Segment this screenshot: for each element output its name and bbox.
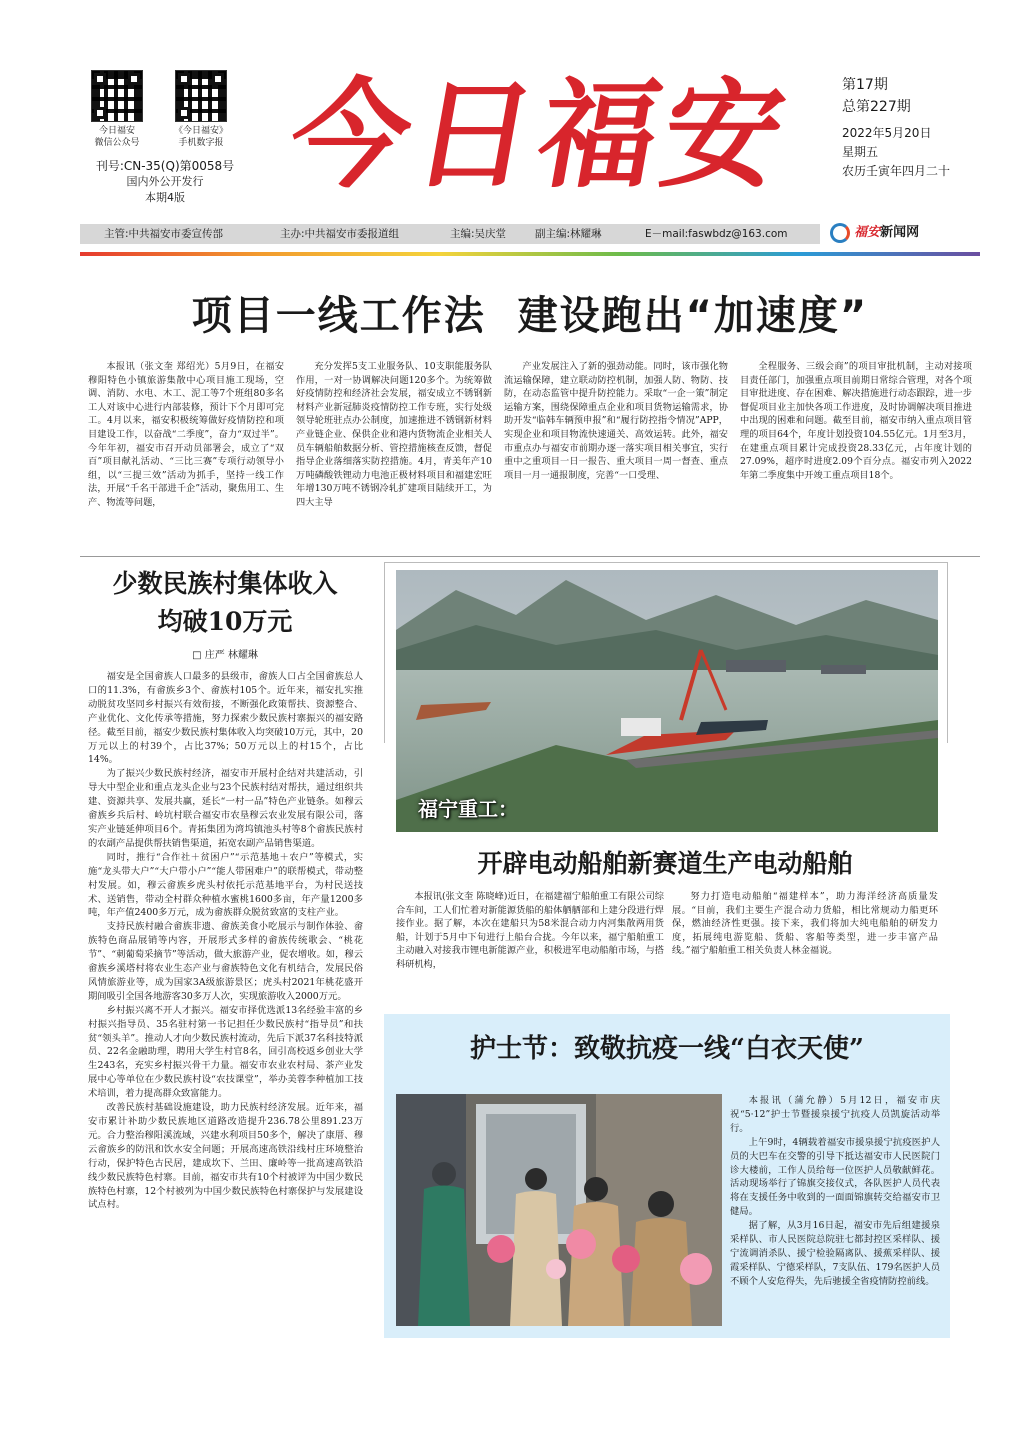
ethnic-paragraph: 支持民族村融合畲族非遗、畲族美食小吃展示与制作体验、畲族特色商品展销等内容，开展形式多样的畲族传统歌会、“桃花节”、“刺葡萄采摘节”等活动，做大旅游产业，促农增收。如，穆云畲族乡溪塔村将农业生态产业与畲族特色文化有机结合，发展民俗风情旅游业等，成为国家3A级旅游景区；虎头村2021年桃花盛开期间吸引全国各地游客30多万人次，实现旅游收入2000万元。 (88, 921, 363, 1002)
nurse-paragraph: 上午9时，4辆载着福安市援泉援宁抗疫医护人员的大巴车在交警的引导下抵达福安市人民医院门诊大楼前，工作人员给每一位医护人员敬献鲜花。活动现场举行了锦旗交接仪式，各队医护人员代表将在支援任务中收到的一面面锦旗转交给福安市卫健局。 (730, 1136, 940, 1218)
lead-article-col3: 产业发展注入了新的强劲动能。同时，该市强化物流运输保障，建立联动防控机制，加强人防、物防、技防，在动态监管中提升防控能力。采取“一企一策”制定运输方案，围绕保障重点企业和项目货物运输需求，协助开发“临韩车辆预申报”和“履行防控指令情况”APP，实现企业和项目物流快速通关、高效运转。此外，福安市重点办与福安市前期办逐一落实项目相关事宜，实行重中之重项目一日一报告、重大项目一周一督查、重点项目一月一通报制度，完善“一口受理、 (504, 361, 728, 481)
ethnic-paragraph: 同时，推行“合作社＋贫困户”“示范基地＋农户”等模式，实施“龙头带大户”“大户带小户”“能人带困难户”的联帮模式，带动整村发展。如，穆云畲族乡虎头村依托示范基地平台，为村民送技术、送销售，带动全村群众种植水蜜桃1600多亩，年产量1200多吨，年产值2400多万元，成为畲族群众脱贫致富的支柱产业。 (88, 851, 363, 919)
qr-caption-line1: 今日福安 (98, 126, 135, 136)
qr-code-icon (175, 70, 227, 122)
lead-article-col1: 本报讯（张文奎 郑绍光）5月9日，在福安穆阳特色小镇旅游集散中心项目施工现场，空调、消防、水电、木工、泥工等7个班组80多名工人对该中心进行内部装修，预计下个月即可完工。4月以来，福安积极统筹做好疫情防控和项目建设工作，以奋战“二季度”，奋力“双过半”。今年年初，福安市召开动员部署会，成立了“双百”项目献礼活动、“三比三赛”专项行动领导小组，以“三提三效”活动为抓手，坚持一线工作法，开展“千名干部进千企”活动，聚焦用工、生产、物流等问题， (88, 361, 284, 508)
qr-digital-paper[interactable] (165, 70, 237, 149)
issue-info (842, 74, 962, 181)
ethnic-title-line1: 少数民族村集体收入 (112, 569, 338, 598)
info-deputy: 副主编:林耀琳 (535, 228, 602, 240)
ship-title: 开辟电动船舶新赛道生产电动船舶 (477, 849, 853, 878)
info-bar (80, 224, 820, 244)
news-logo-prefix: 福安 (854, 225, 881, 240)
ethnic-paragraph: 改善民族村基础设施建设，助力民族村经济发展。近年来，福安市累计补助少数民族地区道路改造提升236.78公里891.23万元。合力整治穆阳溪流域，兴建水利项目50多个，解决了康厝、穆云畲族乡的防汛和饮水安全问题；开展高速高铁沿线村庄环境整治行动，保护特色古民居，建成坎下、兰田、廉岭等一批高速高铁沿线少数民族特色村寨。目前，福安市共有10个村被评为中国少数民族特色村寨，12个村被列为中国少数民族特色村寨保护与发展建设试点村。 (88, 1102, 363, 1211)
issue-total: 总第227期 (842, 99, 911, 115)
main-headline: 项目一线工作法 建设跑出“加速度” (191, 293, 869, 339)
qr-code-icon (91, 70, 143, 122)
ethnic-byline: □ 庄严 林耀琳 (192, 650, 258, 661)
nurse-paragraph: 据了解，从3月16日起，福安市先后组建援泉采样队、市人民医院总院驻七都封控区采样队、援宁流调消杀队、援宁检验隔离队、援蕉采样队、援霞采样队、宁德采样队，7支队伍、179名医护人员不顾个人安危得失，先后驰援全省疫情防控前线。 (730, 1220, 940, 1287)
publication-info (80, 158, 250, 206)
info-sponsor: 主管:中共福安市委宣传部 (104, 228, 224, 240)
newspaper-logo: 今日福安 (279, 65, 801, 204)
nurse-article-body (730, 1094, 940, 1289)
page-count: 本期4版 (145, 191, 185, 204)
photo-caption: 福宁重工： (418, 797, 518, 821)
ethnic-paragraph: 乡村振兴离不开人才振兴。福安市择优选派13名经验丰富的乡村振兴指导员、35名驻村第一书记担任少数民族村“指导员”和扶贫“领头羊”。推动人才向少数民族村流动，先后下派37名科技特派员、22名金融助理，聘用大学生村官8名，回引高校返乡创业大学生243名，充实乡村振兴骨干力量。福安市农业农村局、茶产业发展中心等单位在少数民族村设“农技课堂”，举办美蓉李种植加工技术培训，着力提高群众致富能力。 (88, 1004, 363, 1100)
ethnic-paragraph: 为了振兴少数民族村经济，福安市开展村企结对共建活动，引导大中型企业和重点龙头企业与23个民族村结对帮扶，通过组织共建、资源共享、发展共赢，延长“一村一品”特色产业链条。如穆云畲族乡兵后村、岭坑村联合福安市农垦穆云农业发展有限公司，落实产业链延伸项目6个。青拓集团为湾坞镇池头村等8个畲族民族村的农副产品提供帮扶销售渠道，拓宽农副产品销售渠道。 (88, 768, 363, 849)
nurse-paragraph: 本报讯（蒲允静）5月12日，福安市庆祝“5·12”护士节暨援泉援宁抗疫人员凯旋活动举行。 (730, 1095, 940, 1134)
issue-weekday: 星期五 (842, 145, 879, 159)
lead-article-col4: 全程服务、三级会商”的项目审批机制，主动对接项目责任部门，加强重点项目前期日常综合管理，对各个项目审批进度、存在困难、解决措施进行动态跟踪，进一步督促项目业主加快各项工作进度，及时协调解决项目推进中出现的困难和问题。截至目前，福安市纳入重点项目管理的项目64个，年度计划投资104.55亿元。1月至3月，在建重点项目累计完成投资28.33亿元，占年度计划的27.09%，超序时进度2.09个百分点。福安市列入2022年第二季度集中开竣工重点项目18个。 (740, 361, 972, 481)
lead-article-col2: 充分发挥5支工业服务队、10支职能服务队作用，一对一协调解决问题120多个。为统筹做好疫情防控和经济社会发展，福安成立不锈钢新材料产业新冠肺炎疫情防控工作专班，实行处级领导轮班驻点办公制度，加速推进不锈钢新材料产业链企业、保供企业和港内货物流企业相关人员车辆船舶数据分析、管控措施核查反馈，督促指导企业落细落实防控措施。4月，青美年产10万吨磷酸铁锂动力电池正极材料项目和福建宏旺年增130万吨不锈钢冷轧扩建项目陆续开工，为四大主导 (296, 361, 492, 508)
qr-caption-line2: 手机数字报 (178, 138, 224, 148)
info-editor: 主编:吴庆堂 (450, 228, 507, 240)
section-divider (80, 556, 980, 557)
nurse-photo (396, 1094, 722, 1326)
qr-caption-line2: 微信公众号 (94, 138, 140, 148)
swirl-icon (830, 223, 850, 243)
ethnic-article-body (88, 670, 363, 1212)
ethnic-title-line2: 均破10万元 (157, 607, 293, 636)
issue-date: 2022年5月20日 (842, 126, 932, 140)
ship-article-col2: 努力打造电动船舶“福建样本”，助力海洋经济高质量发展。“目前，我们主要生产混合动力货船，相比常规动力船更环保，燃油经济性更强。接下来，我们将加大纯电船舶的研发力度，拓展纯电游览船、货船、客船等类型，进一步丰富产品线。”福宁船舶重工相关负责人林金福说。 (672, 891, 938, 957)
issue-number: 第17期 (842, 77, 888, 93)
qr-caption-line1: 《今日福安》 (173, 126, 228, 136)
issue-lunar: 农历壬寅年四月二十 (842, 164, 951, 178)
ethnic-paragraph: 福安是全国畲族人口最多的县级市，畲族人口占全国畲族总人口的11.3%，有畲族乡3个、畲族村105个。近年来，福安扎实推动脱贫攻坚同乡村振兴有效衔接，不断强化政策帮扶、资源整合、产业优化、文化传承等措施，努力探索少数民族村寨振兴的福安路径。截至目前，福安少数民族村集体收入均突破10万元，其中，20万元以上的村39个，占比37%；50万元以上的村15个，占比14%。 (88, 671, 363, 766)
rainbow-divider (80, 252, 980, 256)
info-email[interactable]: E－mail:faswbdz@163.com (645, 228, 788, 240)
registration-number: 刊号:CN-35(Q)第0058号 (95, 159, 235, 173)
news-logo-suffix: 新闻网 (880, 225, 920, 240)
info-host: 主办:中共福安市委报道组 (280, 228, 400, 240)
qr-wechat[interactable] (86, 70, 148, 149)
ship-article-col1: 本报讯(张文奎 陈晓峰)近日，在福建福宁船舶重工有限公司综合车间，工人们忙着对新能源货船的船体舾舾部和上建分段进行焊接作业。据了解，本次在建船只为58米混合动力内河集散两用货船，计划于5月中下旬进行上船台合拢。今年以来，福宁船舶重工主动融入对接我市锂电新能源产业，积极进军电动船舶市场，与搭科研机构， (396, 891, 664, 970)
news-site-logo[interactable] (830, 220, 980, 246)
nurse-title: 护士节：致敬抗疫一线“白衣天使” (470, 1034, 864, 1064)
distribution: 国内外公开发行 (126, 175, 204, 188)
